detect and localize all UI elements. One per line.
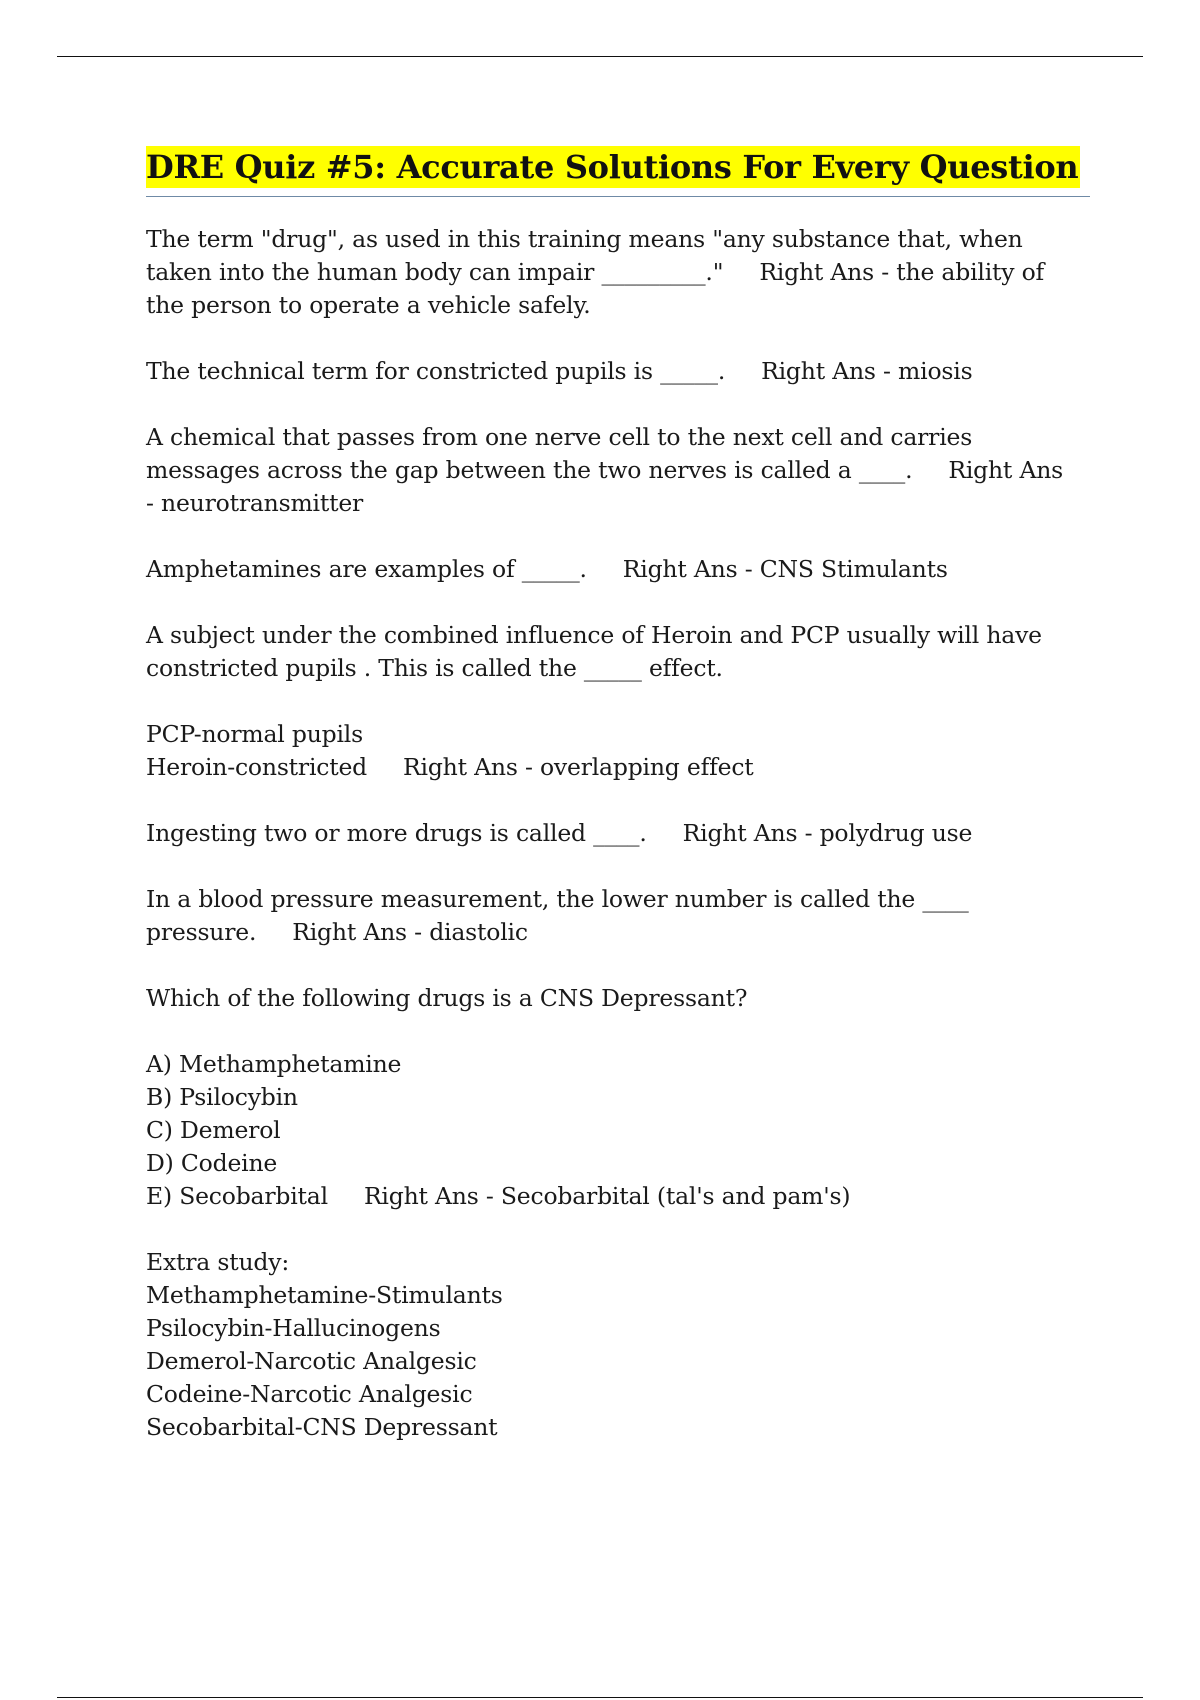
question-7 <box>146 883 1090 949</box>
question-text: The technical term for constricted pupils is _____. <box>146 357 726 385</box>
question-text-line: A chemical that passes from one nerve cell to the next cell and carries <box>146 423 973 451</box>
question-text-line-with-answer <box>146 553 1090 586</box>
title-underline <box>146 146 1090 197</box>
question-text-line-with-answer <box>146 256 1090 289</box>
option-e-with-answer <box>146 1180 1090 1213</box>
extra-study-item: Psilocybin-Hallucinogens <box>146 1314 441 1342</box>
question-text-line: Which of the following drugs is a CNS Depressant? <box>146 984 748 1012</box>
document-body <box>146 146 1090 1477</box>
extra-study-item: Methamphetamine-Stimulants <box>146 1281 503 1309</box>
question-5 <box>146 619 1090 685</box>
question-4 <box>146 553 1090 586</box>
question-text-line-with-answer <box>146 817 1090 850</box>
question-text: pressure. <box>146 918 257 946</box>
question-text-line: constricted pupils . This is called the _____ effect. <box>146 654 723 682</box>
question-text: messages across the gap between the two nerves is called a ____. <box>146 456 913 484</box>
option-d: D) Codeine <box>146 1149 278 1177</box>
question-text: Ingesting two or more drugs is called ____. <box>146 819 647 847</box>
question-text-line: In a blood pressure measurement, the lower number is called the ____ <box>146 885 969 913</box>
answer-options <box>146 1048 1090 1213</box>
extra-study <box>146 1246 1090 1444</box>
header-rule <box>57 56 1143 57</box>
extra-study-item: Demerol-Narcotic Analgesic <box>146 1347 477 1375</box>
question-8 <box>146 982 1090 1015</box>
explanation-line-with-answer <box>146 751 1090 784</box>
question-text-line: The term "drug", as used in this training means "any substance that, when <box>146 225 1023 253</box>
answer-text: Right Ans - CNS Stimulants <box>622 555 948 583</box>
option-c: C) Demerol <box>146 1116 281 1144</box>
extra-study-item: Secobarbital-CNS Depressant <box>146 1413 498 1441</box>
question-text-line-with-answer <box>146 916 1090 949</box>
question-3 <box>146 421 1090 520</box>
extra-study-item: Codeine-Narcotic Analgesic <box>146 1380 473 1408</box>
answer-text: Right Ans - miosis <box>761 357 973 385</box>
option-b: B) Psilocybin <box>146 1083 298 1111</box>
answer-text: Right Ans - Secobarbital (tal's and pam's) <box>363 1182 851 1210</box>
option-e: E) Secobarbital <box>146 1182 328 1210</box>
question-6 <box>146 817 1090 850</box>
question-text-line-with-answer <box>146 454 1090 487</box>
answer-text: Right Ans - overlapping effect <box>403 753 754 781</box>
footer-rule <box>57 1697 1143 1698</box>
question-text-line: A subject under the combined influence of Heroin and PCP usually will have <box>146 621 1042 649</box>
answer-text-continued: the person to operate a vehicle safely. <box>146 291 591 319</box>
document-title: DRE Quiz #5: Accurate Solutions For Every Question <box>146 148 1079 186</box>
question-text: Amphetamines are examples of _____. <box>146 555 587 583</box>
question-2 <box>146 355 1090 388</box>
option-a: A) Methamphetamine <box>146 1050 402 1078</box>
extra-study-heading: Extra study: <box>146 1248 290 1276</box>
explanation-line: PCP-normal pupils <box>146 720 363 748</box>
explanation-text: Heroin-constricted <box>146 753 368 781</box>
question-text: taken into the human body can impair _________." <box>146 258 724 286</box>
question-text-line-with-answer <box>146 355 1090 388</box>
question-5-explanation <box>146 718 1090 784</box>
answer-text: Right Ans <box>948 456 1064 484</box>
question-1 <box>146 223 1090 322</box>
answer-text-continued: - neurotransmitter <box>146 489 364 517</box>
answer-text: Right Ans - polydrug use <box>682 819 973 847</box>
answer-text: Right Ans - diastolic <box>292 918 528 946</box>
answer-text: Right Ans - the ability of <box>759 258 1045 286</box>
